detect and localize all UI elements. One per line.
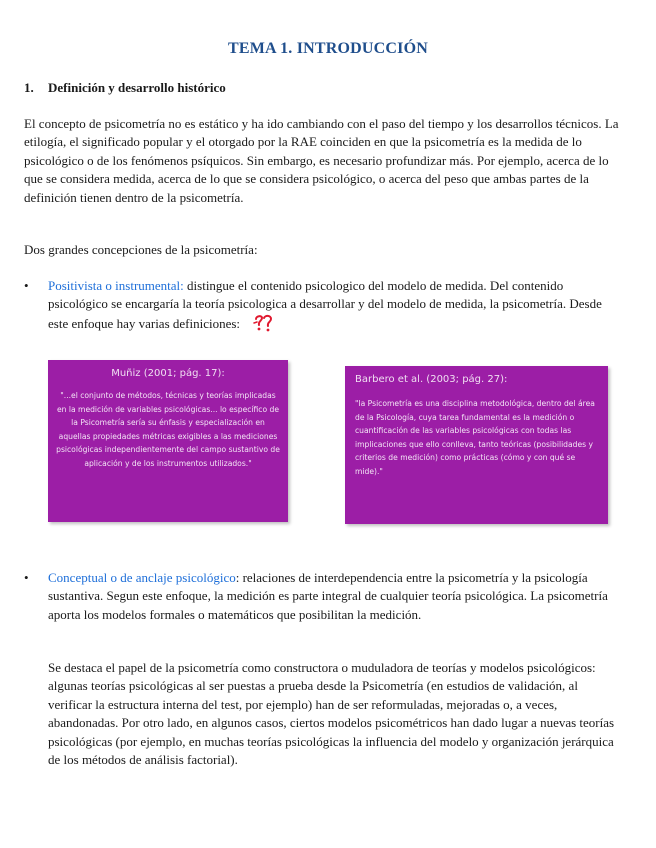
quote-heading: Muñiz (2001; pág. 17): — [111, 368, 225, 379]
bullet-marker: • — [24, 570, 29, 585]
bullet-text — [48, 277, 624, 333]
concepts-intro-paragraph: Dos grandes concepciones de la psicometría: — [24, 242, 258, 257]
section-heading — [24, 80, 226, 96]
bullet-marker: • — [24, 278, 29, 293]
closing-paragraph: Se destaca el papel de la psicometría como constructora o muduladora de teorías y modelos psicológicos: algunas teorías psicológicas al ser puestas a prueba desde la Psicometría (en estudios de validación, al verificar la estructura interna del test, por ejemplo) han de ser reformuladas, mejoradas o, a veces, abandonadas. Por otro lado, en algunos casos, ciertos modelos psicométricos han dado lugar a nuevas teorías psicológicas (por ejemplo, en muchas teorías psicológicas la influencia del modelo y organización jerárquica de los métodos de análisis factorial). — [48, 660, 615, 768]
quote-box-muniz — [48, 360, 288, 522]
quote-text: "la Psicometría es una disciplina metodológica, dentro del área de la Psicología, cuya tarea fundamental es la medición o cuantificación de las variables psicológicas con todas las implicaciones que ello conlleva, tanto teóricas (posibilidades y criterios de medición) como prácticas (cómo y con qué se mide)." — [355, 399, 595, 476]
quote-text: "...el conjunto de métodos, técnicas y teorías implicadas en la medición de variables psicológicas... lo específico de la Psicometría sería su énfasis y especialización en aquellas propiedades métricas exigibles a las mediciones psicológicas independientemente del campo sustantivo de aplicación y de los instrumentos utilizados." — [56, 391, 280, 468]
quote-box-barbero — [345, 366, 608, 524]
term-positivist: Positivista o instrumental: — [48, 278, 184, 293]
section-number: 1. — [24, 80, 34, 95]
quote-heading: Barbero et al. (2003; pág. 27): — [355, 374, 508, 385]
definition-conceptual: : relaciones de interdependencia entre la psicometría y la psicología sustantiva. Segun este enfoque, la medición es parte integral de cualquier teoría psicológica. La psicometría aporta los modelos formales o matemáticos que posibilitan la medición. — [48, 570, 608, 622]
page-title: TEMA 1. INTRODUCCIÓN — [227, 40, 428, 57]
intro-paragraph: El concepto de psicometría no es estático y ha ido cambiando con el paso del tiempo y los desarrollos técnicos. La etilogía, el significado popular y el otorgado por la RAE coinciden en que la psicometría es la medida de lo psicológico o de los fenómenos psíquicos. Sin embargo, es necesario profundizar más. Por ejemplo, acerca de lo que se considera medida, acerca de lo que se considera psicológico, o acerca del peso que ambas partes de la definición tienen dentro de la psicometría. — [24, 116, 619, 205]
handwritten-question-icon — [253, 314, 275, 332]
section-title: Definición y desarrollo histórico — [48, 80, 226, 95]
term-conceptual: Conceptual o de anclaje psicológico — [48, 570, 236, 585]
bullet-text — [48, 569, 624, 624]
definition-positivist: distingue el contenido psicologico del modelo de medida. Del contenido psicológico se encargaría la teoría psicologica a desarrollar y del modelo de medida, la psicometría. Desde este enfoque hay varias definiciones: — [48, 278, 602, 331]
